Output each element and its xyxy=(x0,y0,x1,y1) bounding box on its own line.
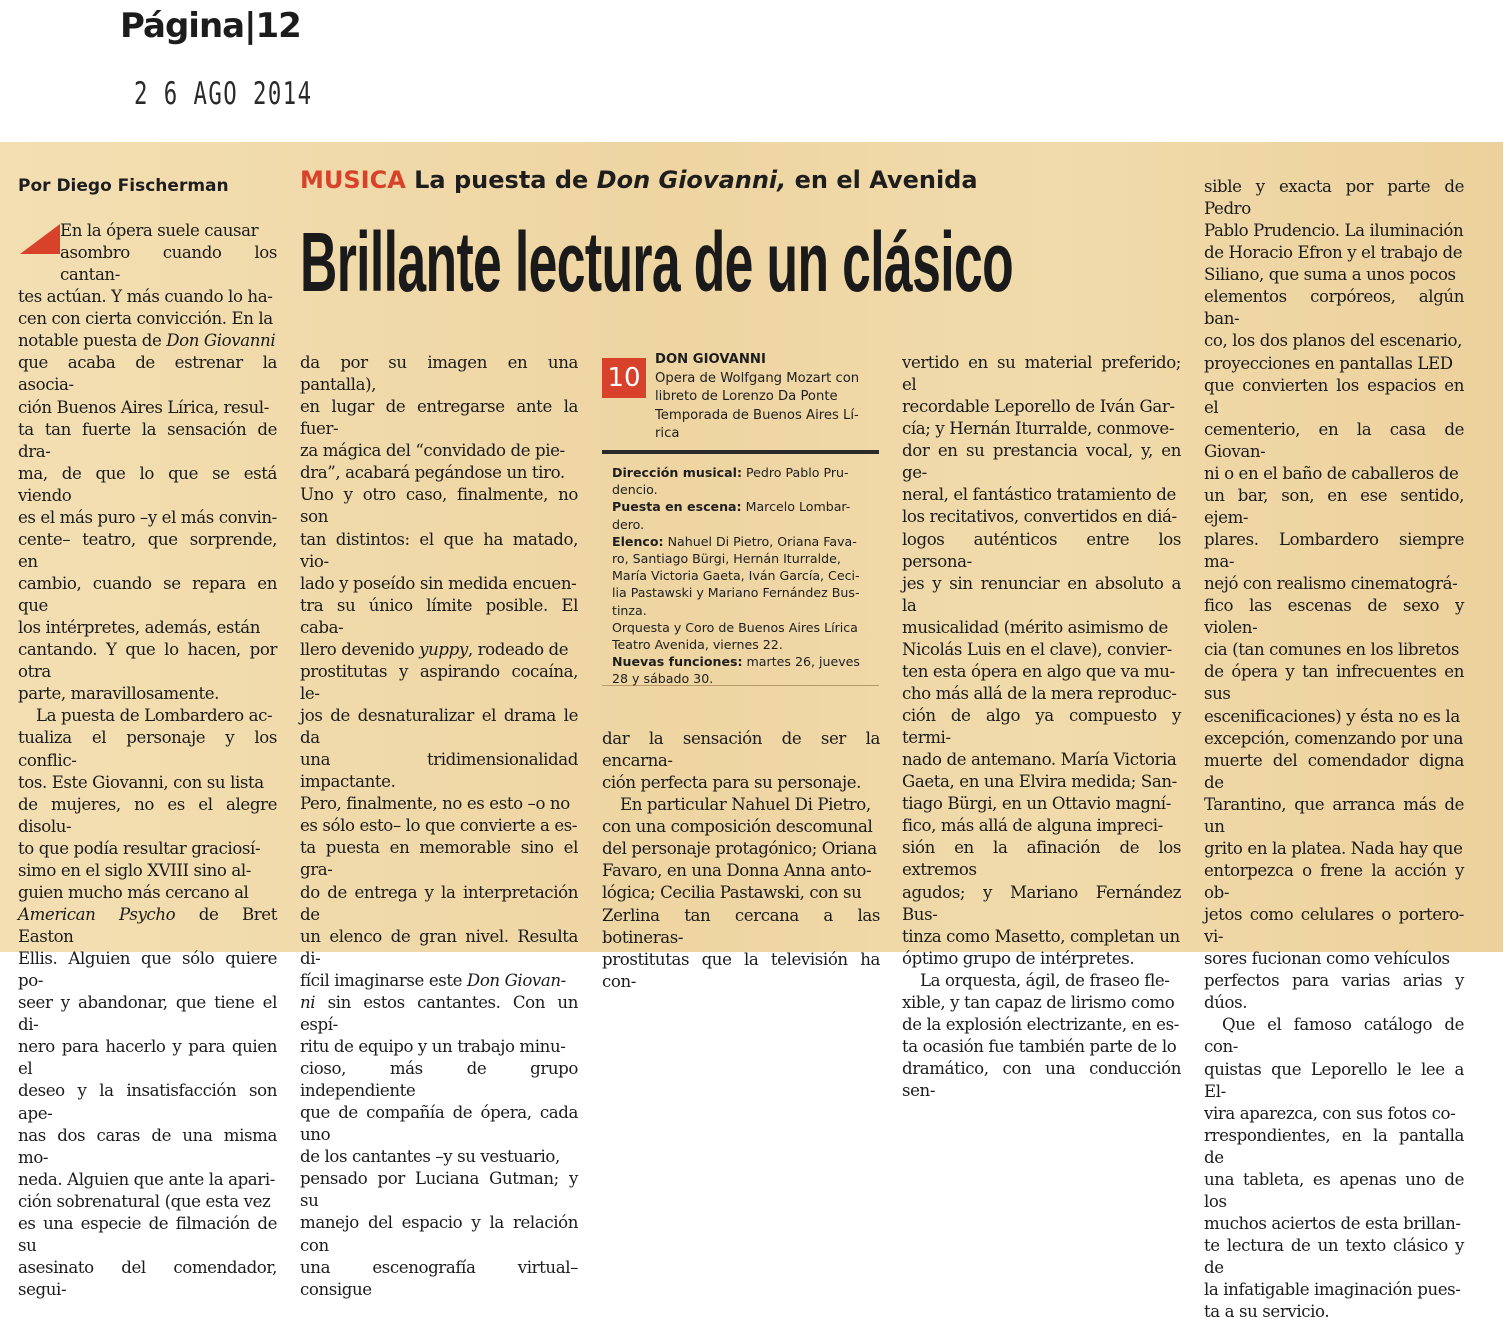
newspaper-masthead: Página|12 xyxy=(120,6,301,46)
text-line: ta tan fuerte la sensación de dra- xyxy=(18,419,277,461)
production-detail-line: rica xyxy=(655,426,680,441)
text-line: dramático, con una conducción sen- xyxy=(902,1059,1181,1101)
credit-text: martes 26, jueves xyxy=(742,654,860,670)
text-line: vira aparezca, con sus fotos co- xyxy=(1204,1103,1456,1123)
text-line: dar la sensación de ser la encarna- xyxy=(602,729,880,771)
text-line: nado de antemano. María Victoria xyxy=(902,750,1177,770)
text-line: perfectos para varias arias y dúos. xyxy=(1204,971,1464,1013)
text-line: da por su imagen en una pantalla), xyxy=(300,353,578,395)
text-line: tinza como Masetto, completan un xyxy=(902,926,1180,946)
production-detail-line: libreto de Lorenzo Da Ponte xyxy=(655,389,838,404)
text-line: elementos corpóreos, algún ban- xyxy=(1204,287,1464,329)
text-line: Nicolás Luis en el clave), convier- xyxy=(902,639,1172,659)
text-line: la infatigable imaginación pues- xyxy=(1204,1280,1461,1300)
text-line: rrespondientes, en la pantalla de xyxy=(1204,1125,1464,1167)
text-line: La puesta de Lombardero ac- xyxy=(36,706,273,726)
credit-text: Marcelo Lombar- xyxy=(741,499,851,515)
text-line: Que el famoso catálogo de con- xyxy=(1204,1015,1464,1057)
text-line: te lectura de un texto clásico y de xyxy=(1204,1236,1464,1278)
text-line: vertido en su material preferido; el xyxy=(902,353,1181,395)
text-line: logos auténticos entre los persona- xyxy=(902,529,1181,571)
text-line: entorpezca o frene la acción y ob- xyxy=(1204,860,1464,902)
text-line: nas dos caras de una misma mo- xyxy=(18,1125,277,1167)
text-line: notable puesta de Don Giovanni xyxy=(18,331,276,351)
text-line: xible, y tan capaz de lirismo como xyxy=(902,992,1175,1012)
credit-text: 28 y sábado 30. xyxy=(612,671,714,687)
text-line: ción de algo ya compuesto y termi- xyxy=(902,706,1181,748)
credit-text: dero. xyxy=(612,516,645,532)
text-line: tra su único límite posible. El caba- xyxy=(300,595,578,637)
text-line: una tridimensionalidad impactante. xyxy=(300,750,578,792)
text-line: nejó con realismo cinematográ- xyxy=(1204,574,1458,594)
text-line: de mujeres, no es el alegre disolu- xyxy=(18,794,277,836)
text-line: recordable Leporello de Iván Gar- xyxy=(902,397,1175,417)
text-line: Pablo Prudencio. La iluminación xyxy=(1204,221,1464,241)
text-line: los intérpretes, además, están xyxy=(18,618,261,638)
text-line: sión en la afinación de los extremos xyxy=(902,838,1181,880)
text-line: ten esta ópera en algo que va mu- xyxy=(902,661,1175,681)
production-detail-line: Temporada de Buenos Aires Lí- xyxy=(655,407,859,423)
text-line: cementerio, en la casa de Giovan- xyxy=(1204,419,1464,461)
text-line: parte, maravillosamente. xyxy=(18,684,220,704)
article-column-3 xyxy=(602,728,880,993)
text-line: jos de desnaturalizar el drama le da xyxy=(300,706,578,748)
text-line: una escenografía virtual– consigue xyxy=(300,1257,578,1299)
credit-text: ro, Santiago Bürgi, Hernán Iturralde, xyxy=(612,551,841,567)
text-line: tes actúan. Y más cuando lo ha- xyxy=(18,287,273,307)
credit-entry xyxy=(612,533,870,619)
text-line: agudos; y Mariano Fernández Bus- xyxy=(902,882,1181,924)
credit-text: tinza. xyxy=(612,602,647,618)
credit-entry xyxy=(612,498,870,532)
text-line: En particular Nahuel Di Pietro, xyxy=(620,795,871,815)
text-line: seer y abandonar, que tiene el di- xyxy=(18,993,277,1035)
text-line: Gaeta, en una Elvira medida; San- xyxy=(902,772,1177,792)
text-line: asesinato del comendador, segui- xyxy=(18,1257,277,1299)
credit-text: Pedro Pablo Pru- xyxy=(742,465,849,480)
production-credits xyxy=(612,464,870,688)
text-line: sores fucionan como vehículos xyxy=(1204,949,1450,969)
text-line: es el más puro –y el más convin- xyxy=(18,507,277,527)
text-line: un elenco de gran nivel. Resulta di- xyxy=(300,926,578,968)
credit-heading: Puesta en escena: xyxy=(612,499,742,515)
text-line: con una composición descomunal xyxy=(602,817,873,837)
article-column-5 xyxy=(1204,176,1464,1323)
byline: Por Diego Fischerman xyxy=(18,176,229,196)
text-line: jes y sin renunciar en absoluto a la xyxy=(902,573,1181,615)
article-column-4 xyxy=(902,352,1181,1102)
text-line: de Horacio Efron y el trabajo de xyxy=(1204,243,1463,263)
text-line: lado y poseído sin medida encuen- xyxy=(300,573,577,593)
text-line: neda. Alguien que ante la apari- xyxy=(18,1169,275,1189)
text-line: es una especie de filmación de su xyxy=(18,1213,277,1255)
text-line: La orquesta, ágil, de fraseo fle- xyxy=(920,970,1170,990)
text-line: fico, más allá de alguna impreci- xyxy=(902,816,1163,836)
article-column-2 xyxy=(300,352,578,1301)
production-detail-line: Opera de Wolfgang Mozart con xyxy=(655,370,860,386)
text-line: ni o en el baño de caballeros de xyxy=(1204,463,1459,483)
divider-rule xyxy=(602,450,879,454)
text-line: pensado por Luciana Gutman; y su xyxy=(300,1169,578,1211)
text-line: Siliano, que suma a unos pocos xyxy=(1204,265,1456,285)
production-details xyxy=(655,370,880,444)
text-line: del personaje protagónico; Oriana xyxy=(602,839,877,859)
text-line: Tarantino, que arranca más de un xyxy=(1204,794,1464,836)
text-line: ción perfecta para su personaje. xyxy=(602,773,862,793)
text-line: ta puesta en memorable sino el gra- xyxy=(300,838,578,880)
text-line: cente– teatro, que sorprende, en xyxy=(18,529,277,571)
text-line: cantando. Y que lo hacen, por otra xyxy=(18,640,277,682)
text-line: tiago Bürgi, en un Ottavio magní- xyxy=(902,794,1171,814)
text-line: ni sin estos cantantes. Con un espí- xyxy=(300,992,578,1034)
text-line: cho más allá de la mera reproduc- xyxy=(902,683,1177,703)
credit-entry xyxy=(612,619,870,653)
text-line: prostitutas y aspirando cocaína, le- xyxy=(300,661,578,703)
credit-text: lia Pastawski y Mariano Fernández Bus- xyxy=(612,585,860,601)
text-line: jetos como celulares o portero-vi- xyxy=(1204,905,1464,947)
credit-text: Teatro Avenida, viernes 22. xyxy=(612,637,783,653)
date-stamp: 2 6 AGO 2014 xyxy=(134,76,313,112)
text-line: muchos aciertos de esta brillan- xyxy=(1204,1213,1461,1233)
text-line: lógica; Cecilia Pastawski, con su xyxy=(602,883,862,903)
text-line: sible y exacta por parte de Pedro xyxy=(1204,177,1464,219)
text-line: asombro cuando los cantan- xyxy=(60,243,277,285)
rating-badge: 10 xyxy=(602,358,646,398)
text-line: ma, de que lo que se está viendo xyxy=(18,463,277,505)
text-line: es sólo esto– lo que convierte a es- xyxy=(300,816,578,836)
kicker-text-post: en el Avenida xyxy=(794,166,978,194)
text-line: co, los dos planos del escenario, xyxy=(1204,331,1462,351)
text-line: Ellis. Alguien que sólo quiere po- xyxy=(18,949,277,991)
text-line: manejo del espacio y la relación con xyxy=(300,1213,578,1255)
text-line: cen con cierta convicción. En la xyxy=(18,309,273,329)
text-line: za mágica del “convidado de pie- xyxy=(300,441,565,461)
text-line: tos. Este Giovanni, con su lista xyxy=(18,772,264,792)
text-line: tan distintos: el que ha matado, vio- xyxy=(300,529,578,571)
text-line: que convierten los espacios en el xyxy=(1204,375,1464,417)
text-line: excepción, comenzando por una xyxy=(1204,728,1463,748)
credit-text: dencio. xyxy=(612,482,658,498)
text-line: dor en su prestancia vocal, y, en ge- xyxy=(902,441,1181,483)
text-line: ción sobrenatural (que esta vez xyxy=(18,1191,271,1211)
credit-entry xyxy=(612,464,870,498)
text-line: deseo y la insatisfacción son ape- xyxy=(18,1081,277,1123)
text-line: nero para hacerlo y para quien el xyxy=(18,1037,277,1079)
text-line: En la ópera suele causar xyxy=(60,221,259,240)
text-line: cioso, más de grupo independiente xyxy=(300,1059,578,1101)
text-line: plares. Lombardero siempre ma- xyxy=(1204,530,1464,572)
text-line: que acaba de estrenar la asocia- xyxy=(18,353,277,395)
text-line: proyecciones en pantallas LED xyxy=(1204,353,1453,373)
text-line: fícil imaginarse este Don Giovan- xyxy=(300,970,566,990)
text-line: Pero, finalmente, no es esto –o no xyxy=(300,794,570,814)
text-line: óptimo grupo de intérpretes. xyxy=(902,948,1135,968)
text-line: de ópera y tan infrecuentes en sus xyxy=(1204,662,1464,704)
text-line: un bar, son, en ese sentido, ejem- xyxy=(1204,485,1464,527)
kicker-work-title: Don Giovanni, xyxy=(596,166,787,194)
text-line: Zerlina tan cercana a las botineras- xyxy=(602,905,880,947)
text-line: que de compañía de ópera, cada uno xyxy=(300,1103,578,1145)
kicker-text-pre: La puesta de xyxy=(414,166,589,194)
text-line: to que podía resultar graciosí- xyxy=(18,838,261,858)
text-line: escenificaciones) y ésta no es la xyxy=(1204,706,1460,726)
text-line: ta a su servicio. xyxy=(1204,1302,1330,1322)
text-line: cía; y Hernán Iturralde, conmove- xyxy=(902,419,1175,439)
credit-text: Nahuel Di Pietro, Oriana Fava- xyxy=(663,533,857,549)
text-line: prostitutas que la televisión ha con- xyxy=(602,949,880,991)
text-line: musicalidad (mérito asimismo de xyxy=(902,617,1168,637)
text-line: ta ocasión fue también parte de lo xyxy=(902,1036,1177,1056)
text-line: simo en el siglo XVIII sino al- xyxy=(18,860,251,880)
article-column-1 xyxy=(18,220,277,1301)
text-line: llero devenido yuppy, rodeado de xyxy=(300,639,569,659)
credit-text: Orquesta y Coro de Buenos Aires Lírica xyxy=(612,619,858,635)
text-line: guien mucho más cercano al xyxy=(18,882,249,902)
text-line: tualiza el personaje y los conflic- xyxy=(18,728,277,770)
text-line: cia (tan comunes en los libretos xyxy=(1204,640,1460,660)
text-line: fico las escenas de sexo y violen- xyxy=(1204,596,1464,638)
credit-heading: Elenco: xyxy=(612,533,664,549)
production-title: DON GIOVANNI xyxy=(655,352,766,367)
text-line: cambio, cuando se repara en que xyxy=(18,574,277,616)
text-line: ritu de equipo y un trabajo minu- xyxy=(300,1036,566,1056)
text-line: grito en la platea. Nada hay que xyxy=(1204,838,1463,858)
section-label: MUSICA xyxy=(300,166,406,194)
text-line: neral, el fantástico tratamiento de xyxy=(902,485,1176,505)
text-line: American Psycho de Bret Easton xyxy=(18,904,277,946)
kicker xyxy=(300,166,978,194)
text-line: de los cantantes –y su vestuario, xyxy=(300,1147,560,1167)
text-line: ción Buenos Aires Lírica, resul- xyxy=(18,397,269,417)
credit-heading: Dirección musical: xyxy=(612,465,742,480)
text-line: Uno y otro caso, finalmente, no son xyxy=(300,485,578,527)
text-line: do de entrega y la interpretación de xyxy=(300,882,578,924)
headline: Brillante lectura de un clásico xyxy=(300,215,1014,309)
text-line: dra”, acabará pegándose un tiro. xyxy=(300,463,565,483)
credit-entry xyxy=(612,653,870,687)
text-line: en lugar de entregarse ante la fuer- xyxy=(300,397,578,439)
text-line: una tableta, es apenas uno de los xyxy=(1204,1169,1464,1211)
text-line: de la explosión electrizante, en es- xyxy=(902,1014,1179,1034)
text-line: Favaro, en una Donna Anna anto- xyxy=(602,861,872,881)
credit-text: María Victoria Gaeta, Iván García, Ceci- xyxy=(612,568,860,584)
text-line: muerte del comendador digna de xyxy=(1204,750,1464,792)
text-line: quistas que Leporello le lee a El- xyxy=(1204,1059,1464,1101)
production-info xyxy=(655,351,880,444)
credit-heading: Nuevas funciones: xyxy=(612,654,743,670)
text-line: los recitativos, convertidos en diá- xyxy=(902,507,1177,527)
